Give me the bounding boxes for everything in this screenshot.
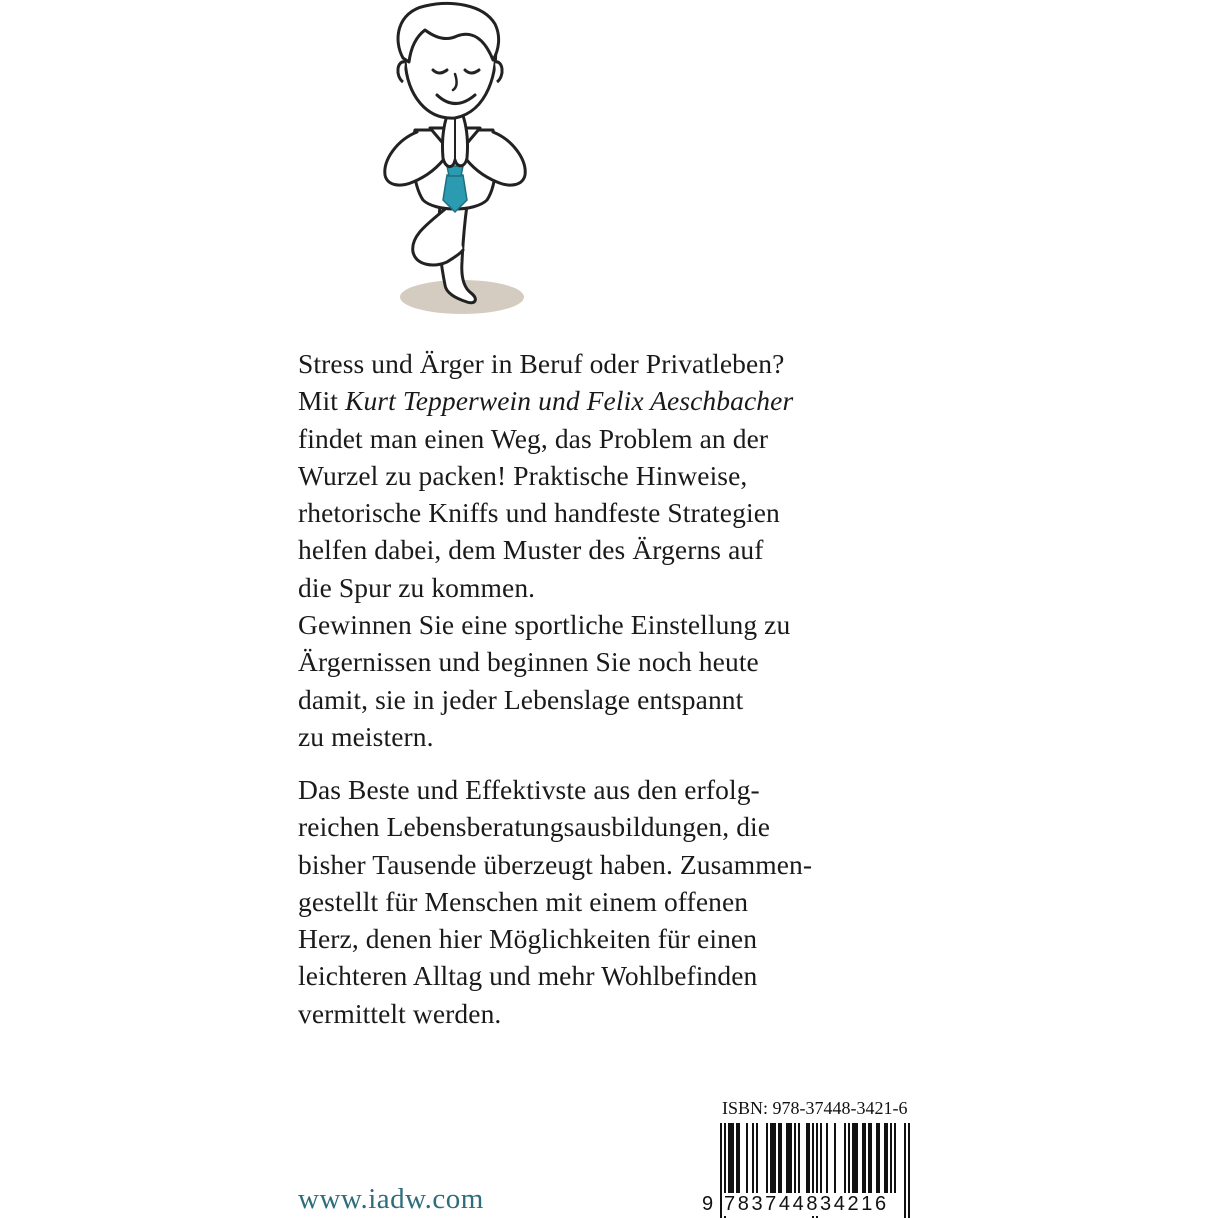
text-line-prefix: Mit: [298, 385, 346, 417]
barcode-digits: [700, 1193, 920, 1217]
barcode-bar: [798, 1123, 800, 1193]
text-line: helfen dabei, dem Muster des Ärgerns auf: [298, 534, 764, 566]
barcode-bar: [854, 1123, 856, 1193]
text-line: leichteren Alltag und mehr Wohlbefinden: [298, 960, 758, 992]
isbn-label: ISBN: 978-37448-3421-6: [722, 1098, 908, 1118]
barcode-bar: [730, 1123, 732, 1193]
barcode-bar: [870, 1123, 872, 1193]
barcode-bar: [886, 1123, 888, 1193]
text-line: Wurzel zu packen! Praktische Hinweise,: [298, 459, 748, 491]
barcode-bar: [790, 1123, 792, 1193]
text-line: zu meistern.: [298, 720, 434, 752]
barcode-bar: [868, 1123, 870, 1193]
author-names: Kurt Tepperwein und Felix Aeschbacher: [345, 385, 794, 417]
text-line: damit, sie in jeder Lebenslage entspannt: [298, 683, 744, 715]
barcode-bar: [862, 1123, 864, 1193]
barcode-bar: [794, 1123, 796, 1193]
barcode-bar: [788, 1123, 790, 1193]
barcode-bar: [732, 1123, 734, 1193]
barcode-bar: [752, 1123, 754, 1193]
barcode-bar: [808, 1123, 810, 1193]
summary-paragraph: [298, 771, 878, 1032]
text-line: Das Beste und Effektivste aus den erfolg-: [298, 774, 760, 805]
text-line: gestellt für Menschen mit einem offenen: [298, 885, 749, 917]
text-line: rhetorische Kniffs und handfeste Strategien: [298, 497, 780, 529]
barcode-bar: [820, 1123, 822, 1193]
barcode-bar: [786, 1123, 788, 1193]
barcode-bar: [772, 1123, 774, 1193]
text-line: bisher Tausende überzeugt haben. Zusammen-: [298, 848, 813, 880]
barcode-bar: [766, 1123, 768, 1193]
text-line: findet man einen Weg, das Problem an der: [298, 422, 769, 454]
description-paragraph: [298, 345, 878, 755]
barcode-bar: [834, 1123, 836, 1193]
barcode-first-digit: 9: [702, 1193, 714, 1215]
barcode-bar: [844, 1123, 846, 1193]
text-line: Gewinnen Sie eine sportliche Einstellung zu: [298, 609, 791, 641]
barcode-bar: [746, 1123, 748, 1193]
barcode-bar: [774, 1123, 776, 1193]
barcode-bar: [736, 1123, 738, 1193]
text-line: Stress und Ärger in Beruf oder Privatleben?: [298, 348, 785, 379]
barcode-bar: [756, 1123, 758, 1193]
barcode-bar: [806, 1123, 808, 1193]
barcode-bar: [778, 1123, 780, 1193]
barcode-bar: [884, 1123, 886, 1193]
barcode-bar: [826, 1123, 828, 1193]
barcode-bar: [728, 1123, 730, 1193]
text-line: Ärgernissen und beginnen Sie noch heute: [298, 646, 759, 678]
barcode-digit-string: 783744834216: [724, 1193, 889, 1215]
barcode-bar: [848, 1123, 850, 1193]
barcode-bar: [856, 1123, 858, 1193]
barcode-bar: [894, 1123, 896, 1193]
meditating-businessman-icon: [375, 0, 540, 320]
website-link[interactable]: www.iadw.com: [298, 1183, 484, 1215]
barcode-bar: [878, 1123, 880, 1193]
text-line: die Spur zu kommen.: [298, 571, 536, 603]
barcode-bar: [780, 1123, 782, 1193]
barcode-bar: [890, 1123, 892, 1193]
text-line: vermittelt werden.: [298, 997, 502, 1029]
text-line-authors: [298, 382, 878, 419]
barcode-bar: [738, 1123, 740, 1193]
text-line: Herz, denen hier Möglichkeiten für einen: [298, 923, 758, 955]
barcode-bar: [876, 1123, 878, 1193]
barcode-bar: [864, 1123, 866, 1193]
barcode-bar: [770, 1123, 772, 1193]
text-line: reichen Lebensberatungsausbildungen, die: [298, 811, 771, 843]
barcode-bar: [852, 1123, 854, 1193]
